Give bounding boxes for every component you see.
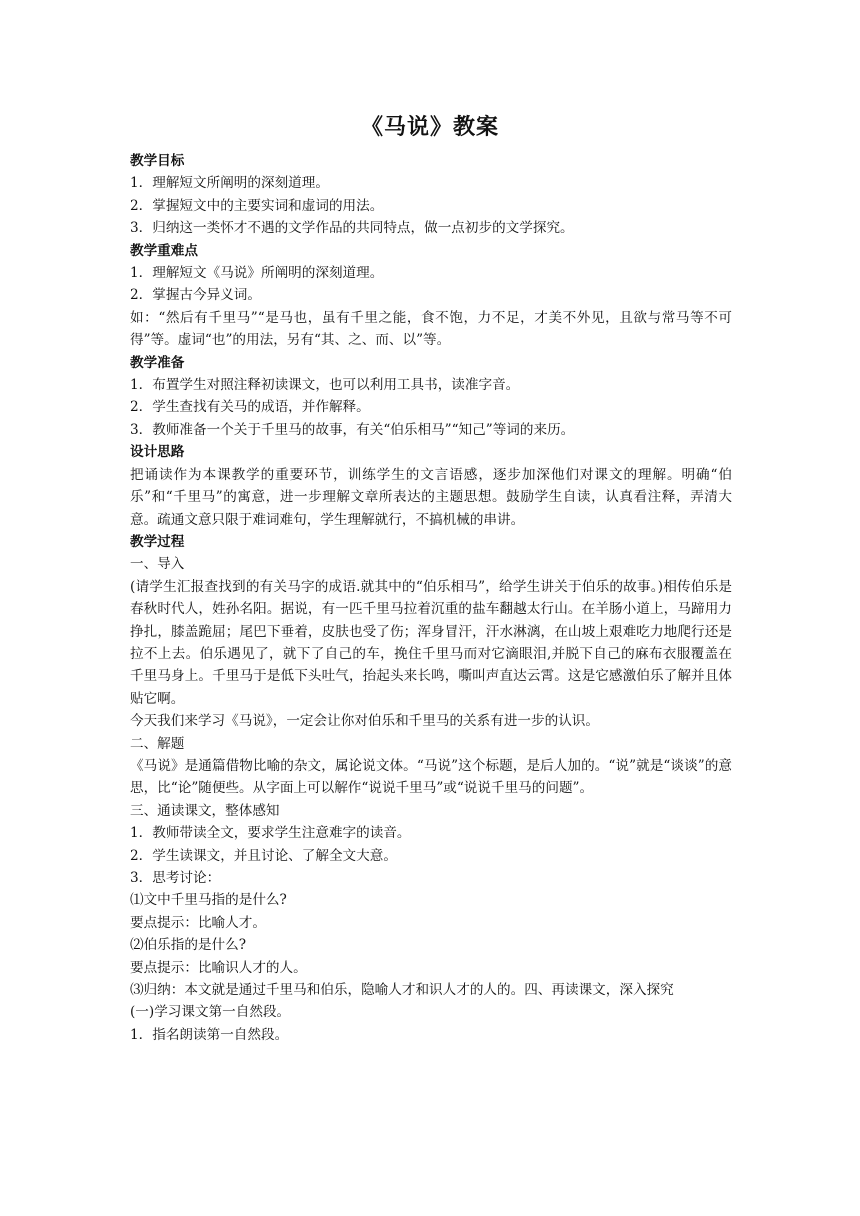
paragraph: (请学生汇报查找到的有关马字的成语.就其中的“伯乐相马”，给学生讲关于伯乐的故事。)相传伯乐是春秋时代人，姓孙名阳。据说，有一匹千里马拉着沉重的盐车翻越太行山。在羊肠小道上，马蹄用力挣扎，膝盖跪屈；尾巴下垂着，皮肤也受了伤；浑身冒汗，汗水淋漓，在山坡上艰难吃力地爬行还是拉不上去。伯乐遇见了，就下了自己的车，挽住千里马而对它滴眼泪,并脱下自己的麻布衣服覆盖在千里马身上。千里马于是低下头吐气，抬起头来长鸣，嘶叫声直达云霄。这是它感激伯乐了解并且体贴它啊。 <box>130 578 732 707</box>
paragraph: 1．理解短文所阐明的深刻道理。 <box>130 175 329 192</box>
paragraph: 三、通读课文，整体感知 <box>130 802 280 819</box>
paragraph: 1．布置学生对照注释初读课文，也可以利用工具书，读准字音。 <box>130 377 520 394</box>
paragraph: 2．掌握短文中的主要实词和虚词的用法。 <box>130 197 384 214</box>
paragraph: 一、导入 <box>130 556 185 573</box>
paragraph: 《马说》是通篇借物比喻的杂文，属论说文体。“马说”这个标题，是后人加的。“说”就是“谈谈”的意思，比“论”随便些。从字面上可以解作“说说千里马”或“说说千里马的问题”。 <box>130 757 732 797</box>
paragraph: 1．教师带读全文，要求学生注意难字的读音。 <box>130 825 411 842</box>
section-heading: 教学准备 <box>130 354 185 371</box>
paragraph: (一)学习课文第一自然段。 <box>130 1004 291 1021</box>
paragraph: 要点提示：比喻人才。 <box>130 914 266 931</box>
paragraph: 2．掌握古今异义词。 <box>130 287 261 304</box>
document-title: 《马说》教案 <box>360 115 499 140</box>
paragraph: 1．理解短文《马说》所阐明的深刻道理。 <box>130 265 384 282</box>
paragraph: ⑴文中千里马指的是什么? <box>130 892 287 909</box>
paragraph: 如：“然后有千里马”“是马也，虽有千里之能，食不饱，力不足，才美不外见，且欲与常马等不可得”等。虚词“也”的用法，另有“其、之、而、以”等。 <box>130 309 732 349</box>
section-heading: 教学过程 <box>130 533 185 550</box>
paragraph: 把诵读作为本课教学的重要环节，训练学生的文言语感，逐步加深他们对课文的理解。明确“伯乐”和“千里马”的寓意，进一步理解文章所表达的主题思想。鼓励学生自读，认真看注释，弄清大意。疏通文意只限于难词难句，学生理解就行，不搞机械的串讲。 <box>130 466 732 528</box>
paragraph: 3．教师准备一个关于千里马的故事，有关“伯乐相马”“知己”等词的来历。 <box>130 421 575 438</box>
paragraph: 2．学生读课文，并且讨论、了解全文大意。 <box>130 847 397 864</box>
section-heading: 教学重难点 <box>130 242 198 259</box>
section-heading: 教学目标 <box>130 153 185 169</box>
paragraph: 今天我们来学习《马说》，一定会让你对伯乐和千里马的关系有进一步的认识。 <box>130 713 599 730</box>
paragraph: 3．思考讨论： <box>130 870 221 886</box>
section-heading: 设计思路 <box>130 444 185 461</box>
paragraph: ⑵伯乐指的是什么? <box>130 937 247 954</box>
paragraph: ⑶归纳：本文就是通过千里马和伯乐，隐喻人才和识人才的人的。四、再读课文，深入探究 <box>130 982 674 999</box>
document-body <box>130 150 732 1046</box>
paragraph: 2．学生查找有关马的成语，并作解释。 <box>130 399 370 416</box>
paragraph: 1．指名朗读第一自然段。 <box>130 1026 289 1043</box>
paragraph: 二、解题 <box>130 735 185 752</box>
paragraph: 要点提示：比喻识人才的人。 <box>130 959 307 976</box>
paragraph: 3．归纳这一类怀才不遇的文学作品的共同特点，做一点初步的文学探究。 <box>130 220 574 237</box>
